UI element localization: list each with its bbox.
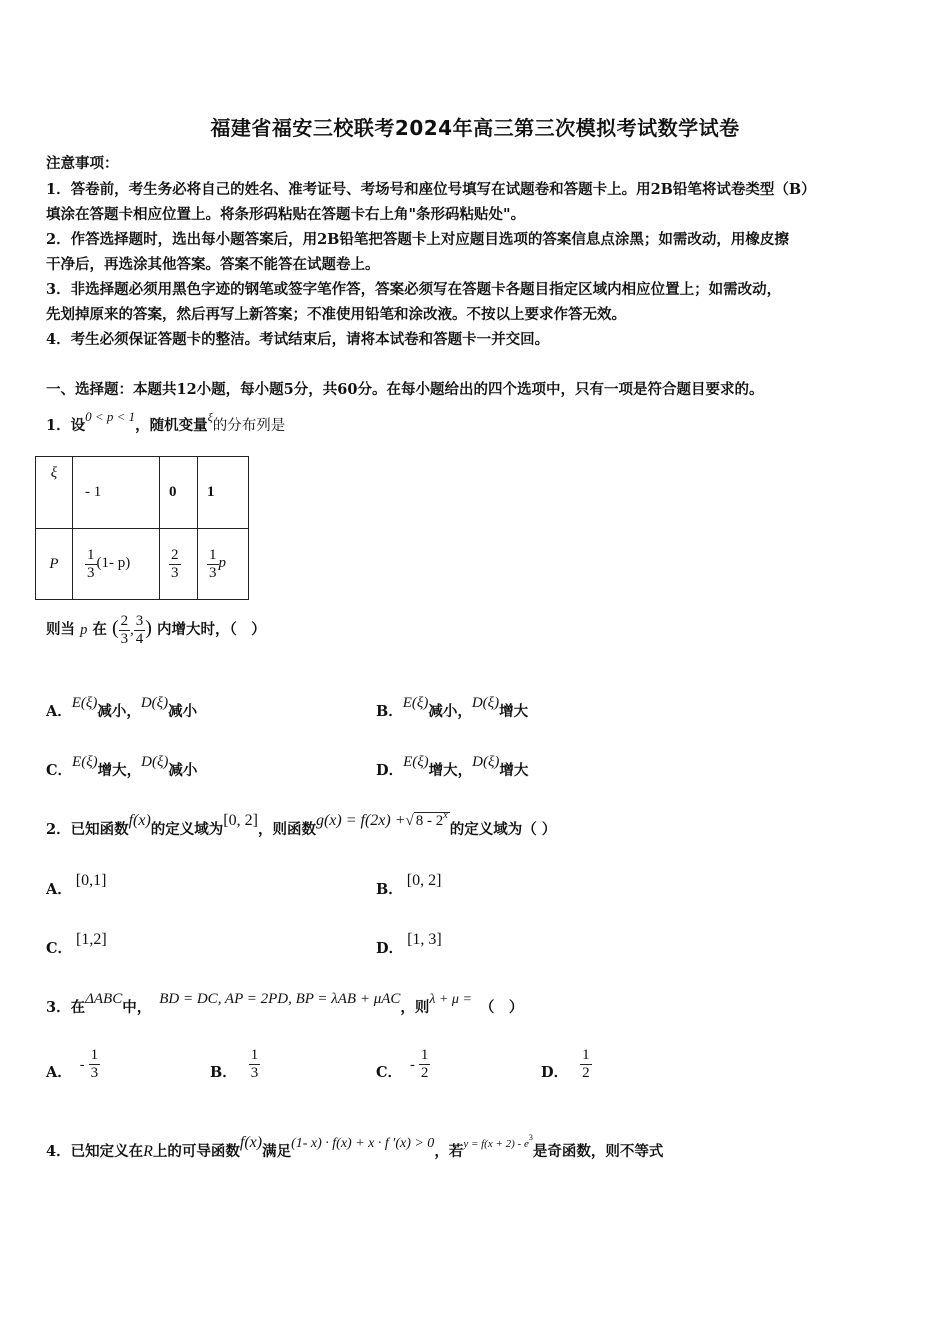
q2-option-a[interactable]: A．[0,1] xyxy=(46,872,107,898)
table-cell: $\frac{2}{3}$ xyxy=(160,529,198,600)
table-cell: $\frac{1}{3}$ p xyxy=(198,529,249,600)
question-2-stem: 2．已知函数f(x)的定义域为[0, 2]，则函数g(x) = f(2x) +√ 8 - 2$^x$的定义域为（ ） xyxy=(46,810,557,838)
table-cell: $\frac{1}{3}$ (1- p) xyxy=(73,529,160,600)
q1-suffix: 的分布列是 xyxy=(212,418,286,434)
table-cell: - 1 xyxy=(73,457,160,529)
table-header-p: P xyxy=(36,529,73,600)
table-cell: 1 xyxy=(198,457,249,529)
q2-option-d[interactable]: D．[1, 3] xyxy=(376,931,442,957)
q1-option-b[interactable]: B．E(ξ)减小，D(ξ)增大 xyxy=(376,695,529,720)
q1-condition: 0 < p < 1 xyxy=(85,409,136,424)
notice-line: 2．作答选择题时，选出每小题答案后，用2B铅笔把答题卡上对应题目选项的答案信息点涂黑；如需改动，用橡皮擦 xyxy=(46,231,789,248)
table-header-xi: ξ xyxy=(36,457,73,529)
q1-prefix: 1．设 xyxy=(46,417,86,434)
q3-option-c[interactable]: C． - $\frac{1}{2}$ xyxy=(376,1047,429,1081)
q1-option-d[interactable]: D．E(ξ)增大，D(ξ)增大 xyxy=(376,754,529,779)
question-3-stem: 3．在ΔABC中， BD = DC, AP = 2PD, BP = λAB + μAC，则λ + μ = （ ） xyxy=(46,991,524,1016)
notice-line: 3．非选择题必须用黑色字迹的钢笔或签字笔作答，答案必须写在答题卡各题目指定区域内相应位置上；如需改动， xyxy=(46,281,782,298)
q1-option-c[interactable]: C．E(ξ)增大，D(ξ)减小 xyxy=(46,754,198,779)
q1-mid: ，随机变量 xyxy=(135,417,208,434)
q3-option-d[interactable]: D． $\frac{1}{2}$ xyxy=(541,1047,590,1081)
q3-option-b[interactable]: B． $\frac{1}{3}$ xyxy=(210,1047,259,1081)
section-heading: 一、选择题：本题共12小题，每小题5分，共60分。在每小题给出的四个选项中，只有一项是符合题目要求的。 xyxy=(46,381,764,398)
notice-heading: 注意事项： xyxy=(46,155,119,172)
q2-option-b[interactable]: B．[0, 2] xyxy=(376,872,442,898)
notice-line: 先划掉原来的答案，然后再写上新答案；不准使用铅笔和涂改液。不按以上要求作答无效。 xyxy=(46,306,626,323)
notice-line: 1．答卷前，考生务必将自己的姓名、准考证号、考场号和座位号填写在试题卷和答题卡上。用2B铅笔将试卷类型（B） xyxy=(46,181,816,198)
q1-xi: ξ xyxy=(207,410,213,424)
question-4-stem: 4．已知定义在R上的可导函数f(x)满足(1- x) · f(x) + x · f ′(x) > 0，若$^{y = f(x + 2) - e3}$是奇函数，则不等式 xyxy=(46,1133,664,1160)
distribution-table xyxy=(35,456,249,600)
notice-line: 干净后，再选涂其他答案。答案不能答在试题卷上。 xyxy=(46,256,380,273)
question-1-interval: 则当 p 在 ( $\frac{2}{3}$ , $\frac{3}{4}$ ) 内增大时，（ ） xyxy=(46,612,266,647)
notice-line: 4．考生必须保证答题卡的整洁。考试结束后，请将本试卷和答题卡一并交回。 xyxy=(46,331,550,348)
q3-option-a[interactable]: A． - $\frac{1}{3}$ xyxy=(46,1047,99,1081)
table-cell: 0 xyxy=(160,457,198,529)
q1-option-a[interactable]: A．E(ξ)减小，D(ξ)减小 xyxy=(46,695,198,720)
question-1-stem xyxy=(46,409,286,435)
page-title: 福建省福安三校联考2024年高三第三次模拟考试数学试卷 xyxy=(210,116,740,140)
notice-line: 填涂在答题卡相应位置上。将条形码粘贴在答题卡右上角"条形码粘贴处"。 xyxy=(46,206,526,223)
q2-option-c[interactable]: C．[1,2] xyxy=(46,931,107,957)
